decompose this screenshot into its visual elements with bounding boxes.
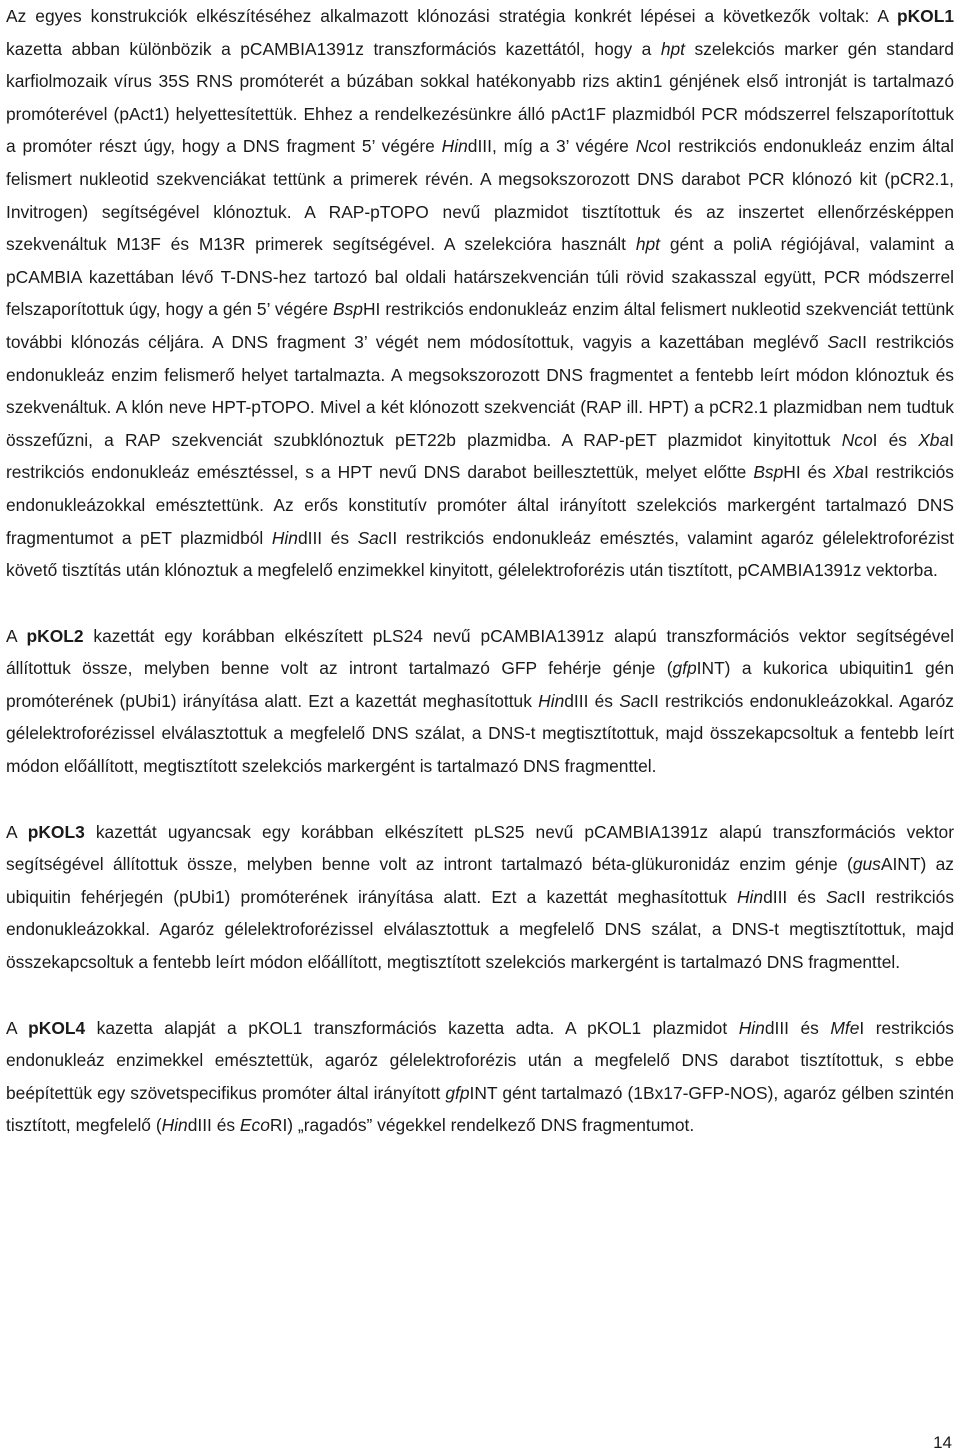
italic-term: gfp	[445, 1082, 470, 1103]
text-run: HI restrikciós endonukleáz enzim által felismert nukleotid szekvenciát tettünk további klónozás céljára. A DNS fragment 3’ végét nem módosítottuk, vagyis a kazettában meglévő	[6, 299, 954, 352]
paragraph-4	[6, 1012, 954, 1142]
italic-term: Xba	[832, 462, 864, 483]
text-run: II restrikciós endonukleáz enzim felismerő helyet tartalmazta. A megsokszorozott DNS fragmentet a fentebb leírt módon klónoztuk és szekvenáltuk. A klón neve HPT-pTOPO. Mivel a két klónozott szekvenciát (RAP ill. HPT) a pCR2.1 plazmidban nem tudtuk összefűzni, a RAP szekvenciát szubklónoztuk pET22b plazmidba. A RAP-pET plazmidot kinyitottuk	[6, 331, 954, 450]
italic-term: gfp	[672, 658, 697, 679]
text-run: dIII és	[764, 1017, 831, 1038]
document-page	[6, 0, 954, 1142]
italic-term: Sac	[357, 527, 388, 548]
italic-term: Bsp	[333, 299, 363, 320]
text-run: A	[6, 625, 27, 646]
bold-term: pKOL2	[26, 625, 84, 646]
text-run: szelekciós marker gén standard karfiolmozaik vírus 35S RNS promóterét a búzában sokkal hatékonyabb rizs aktin1 génjének első intronját is tartalmazó promóterével (pAct1) helyettesítettük. Ehhez a rendelkezésünkre álló pAct1F plazmidból PCR módszerrel felszaporítottuk a promóter részt úgy, hogy a DNS fragment 5’ végére	[6, 38, 954, 157]
text-run: kazetta abban különbözik a pCAMBIA1391z transzformációs kazettától, hogy a	[6, 38, 661, 59]
text-run: gént a poliA régiójával, valamint a pCAMBIA kazettában lévő T-DNS-hez tartozó bal oldali határszekvencián túli rövid szakasszal együtt, PCR módszerrel felszaporítottuk úgy, hogy a gén 5’ végére	[6, 234, 954, 320]
text-run: I restrikciós endonukleáz enzim által felismert nukleotid szekvenciákat tettünk a primerek révén. A megsokszorozott DNS darabot PCR klónozó kit (pCR2.1, Invitrogen) segítségével klónoztuk. A RAP-pTOPO nevű plazmidot tisztítottuk és az inszertet ellenőrzésképpen szekvenáltuk M13F és M13R primerek segítségével. A szelekcióra használt	[6, 136, 954, 255]
text-run: RI) „ragadós” végekkel rendelkező DNS fragmentumot.	[269, 1115, 695, 1136]
bold-term: pKOL1	[897, 6, 955, 26]
text-run: A	[6, 821, 28, 842]
text-run: Az egyes konstrukciók elkészítéséhez alkalmazott klónozási stratégia konkrét lépései a következők voltak:	[6, 6, 870, 26]
bold-term: pKOL3	[27, 821, 85, 842]
paragraph-1	[6, 0, 954, 587]
italic-term: Eco	[239, 1115, 270, 1136]
italic-term: Bsp	[753, 462, 784, 483]
text-run: kazettát ugyancsak egy korábban elkészített pLS25 nevű pCAMBIA1391z alapú transzformációs vektor segítségével állítottuk össze, melyben benne volt az intront tartalmazó béta-glükuronidáz enzim génje (	[6, 821, 954, 875]
text-run: dIII és	[763, 886, 826, 907]
italic-term: hpt	[660, 38, 685, 59]
italic-term: Hin	[161, 1115, 188, 1136]
text-run: dIII és	[187, 1115, 240, 1136]
text-run: kazetta alapját a pKOL1 transzformációs kazetta adta. A pKOL1 plazmidot	[85, 1017, 739, 1038]
text-run: dIII és	[564, 690, 620, 711]
italic-term: Hin	[271, 527, 298, 548]
text-run: dIII és	[297, 527, 358, 548]
text-run: II restrikciós endonukleázokkal. Agaróz gélelektroforézissel elválasztottuk a megfelelő DNS szálat, a DNS-t megtisztítottuk, majd összekapcsoltuk a fentebb leírt módon előállított, megtisztított szelekciós markergént is tartalmazó DNS fragmenttel.	[6, 690, 954, 777]
text-run: A	[869, 6, 897, 26]
italic-term: gus	[852, 854, 881, 875]
paragraph-2	[6, 620, 954, 783]
text-run: I restrikciós endonukleáz emésztéssel, s a HPT nevű DNS darabot beillesztettük, melyet előtte	[6, 429, 954, 483]
text-run: I restrikciós endonukleázokkal emésztettünk. Az erős konstitutív promóter által irányított szelekciós markergént tartalmazó DNS fragmentumot a pET plazmidból	[6, 462, 954, 548]
italic-term: Hin	[441, 136, 468, 157]
text-run: dIII, míg a 3’ végére	[467, 136, 636, 157]
text-run: INT gént tartalmazó (1Bx17-GFP-NOS), agaróz gélben szintén tisztított, megfelelő (	[6, 1082, 954, 1136]
text-run: II restrikciós endonukleáz emésztés, valamint agaróz gélelektroforézist követő tisztítás után klónoztuk a megfelelő enzimekkel kinyitott, gélelektroforézis után tisztított, pCAMBIA1391z vektorba.	[6, 527, 954, 581]
text-run: II restrikciós endonukleázokkal. Agaróz gélelektroforézissel elválasztottuk a megfelelő DNS szálat, a DNS-t megtisztítottuk, majd összekapcsoltuk a fentebb leírt módon előállított, megtisztított szelekciós markergént is tartalmazó DNS fragmenttel.	[6, 886, 955, 973]
page-number: 14	[933, 1433, 952, 1452]
italic-term: Sac	[619, 690, 650, 711]
text-run: HI és	[783, 462, 833, 483]
italic-term: Hin	[738, 1017, 765, 1038]
italic-term: Mfe	[830, 1017, 860, 1038]
italic-term: Nco	[635, 136, 667, 157]
italic-term: Nco	[841, 429, 873, 450]
italic-term: Hin	[736, 886, 764, 907]
text-run: AINT) az ubiquitin fehérjegén (pUbi1) promóterének irányítása alatt. Ezt a kazettát meghasítottuk	[6, 854, 954, 907]
italic-term: Sac	[827, 331, 858, 352]
text-run: A	[6, 1017, 29, 1038]
bold-term: pKOL4	[28, 1017, 86, 1038]
italic-term: Sac	[825, 886, 856, 907]
italic-term: Hin	[538, 690, 565, 711]
text-run: I és	[872, 429, 919, 450]
italic-term: hpt	[635, 234, 661, 255]
italic-term: Xba	[918, 429, 950, 450]
text-run: I restrikciós endonukleáz enzimekkel emésztettük, agaróz gélelektroforézis után a megfelelő DNS darabot tisztítottuk, s ebbe beépítettük egy szövetspecifikus promóter által irányított	[6, 1017, 954, 1103]
paragraph-3	[6, 816, 954, 979]
text-run: INT) a kukorica ubiquitin1 gén promóterének (pUbi1) irányítása alatt. Ezt a kazettát meghasítottuk	[6, 658, 954, 711]
text-run: kazettát egy korábban elkészített pLS24 nevű pCAMBIA1391z alapú transzformációs vektor segítségével állítottuk össze, melyben benne volt az intront tartalmazó GFP fehérje génje (	[6, 625, 954, 679]
